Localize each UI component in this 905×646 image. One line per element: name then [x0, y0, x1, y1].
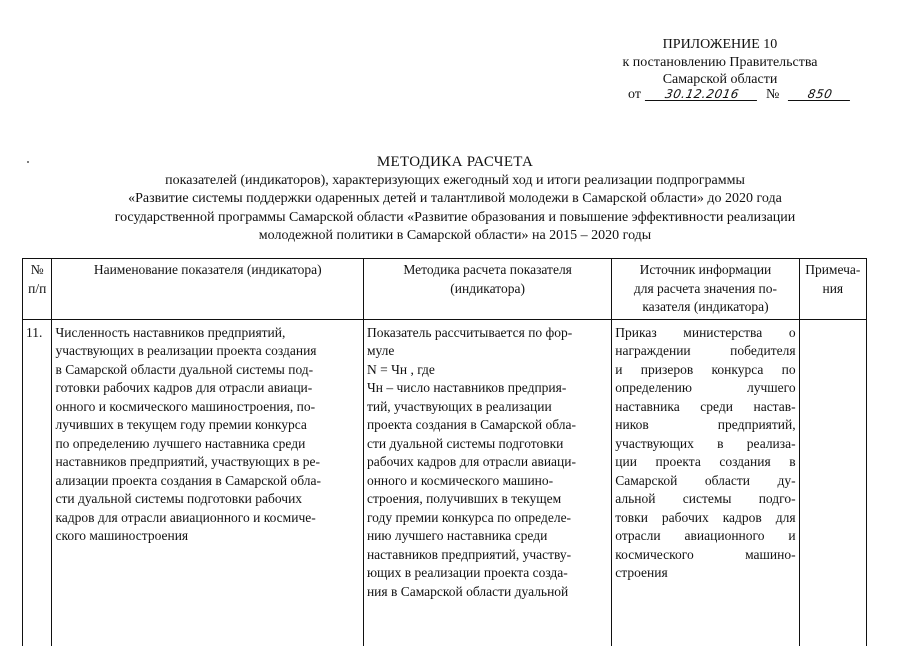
table-row — [23, 319, 867, 646]
from-label: от — [628, 87, 641, 102]
header-line-1: показателей (индикаторов), характеризующих ежегодный ход и итоги реализации подпрограммы — [165, 172, 745, 188]
document-title: МЕТОДИКА РАСЧЕТА — [376, 154, 534, 170]
scan-speck — [27, 161, 29, 163]
header-line-4: молодежной политики в Самарской области» на 2015 – 2020 годы — [258, 228, 652, 243]
row-num: 11. — [23, 319, 52, 646]
appendix-title: ПРИЛОЖЕНИЕ 10 — [662, 37, 778, 52]
appendix-region: Самарской области — [662, 72, 778, 87]
table-header-row — [23, 259, 867, 320]
header-name: Наименование показателя (индикатора) — [52, 259, 364, 320]
formula: N = Чн , где — [366, 361, 435, 377]
row-name: Численность наставников предприятий, участвующих в реализации проекта создания в Самарской области дуальной системы под- готовки рабочих кадров для отрасли авиаци- онного и космического машиностроения, по- лучивших в текущем году премии конкурса по определению лучшего наставника среди наставников предприятий, участвующих в ре- ализации проекта создания в Самарской обла- сти дуальной системы подготовки рабочих кадров для отрасли авиационного и космиче- ского машиностроения — [52, 319, 364, 646]
header-method: Методика расчета показателя (индикатора) — [363, 259, 611, 320]
handwritten-date: 30.12.2016 — [645, 88, 759, 101]
header-num: № п/п — [23, 259, 52, 320]
header-source: Источник информации для расчета значения по- казателя (индикатора) — [612, 259, 799, 320]
decree-date-number — [628, 86, 858, 103]
header-line-2: «Развитие системы поддержки одаренных детей и талантливой молодежи в Самарской области» до 2020 года — [128, 191, 782, 206]
row-note — [799, 319, 866, 646]
row-source: Приказ министерства о награждении победителя и призеров конкурса по определению лучшего наставника среди настав- ников предприятий, участвующих в реализа- ции проекта создания в Самарской области ду- альной системы подго- товки рабочих кадров для отрасли авиационного и космического машино- строения — [612, 319, 799, 646]
handwritten-number: 850 — [788, 88, 852, 101]
header-line-3: государственной программы Самарской области «Развитие образования и повышение эффективности реализации — [114, 209, 796, 225]
row-method: Показатель рассчитывается по фор- муле N = Чн , где Чн – число наставников предприя- тий, участвующих в реализации проекта создания в Самарской обла- сти дуальной системы подготовки рабочих кадров для отрасли авиаци- онного и космического машино- строения, получивших в текущем году премии конкурса по определе- нию лучшего наставника среди наставников предприятий, участву- ющих в реализации проекта созда- ния в Самарской области дуальной — [363, 319, 611, 646]
header-note: Примеча- ния — [799, 259, 866, 320]
document-header — [40, 153, 870, 246]
appendix-block — [585, 36, 855, 89]
number-label: № — [765, 87, 780, 102]
appendix-decree-ref: к постановлению Правительства — [622, 54, 818, 70]
indicator-table — [22, 258, 867, 646]
